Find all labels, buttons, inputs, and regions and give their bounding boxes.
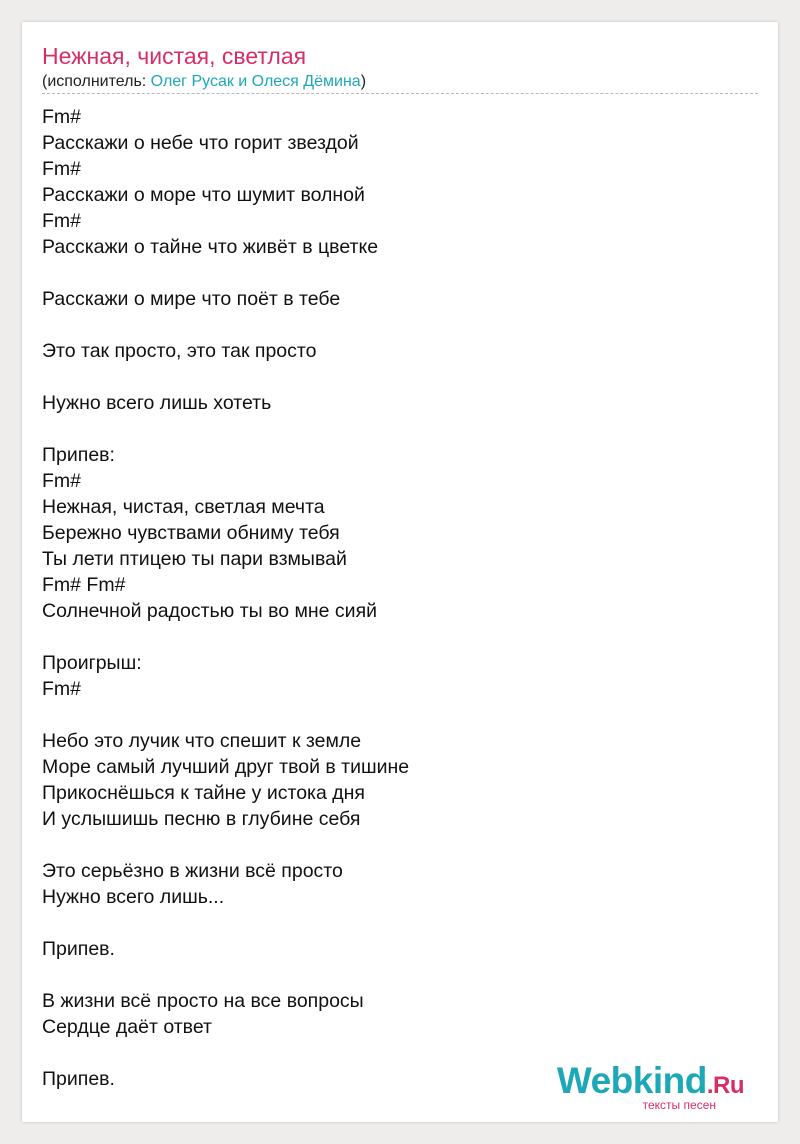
lyrics-line: Нужно всего лишь... bbox=[42, 886, 225, 908]
lyrics-blank-line bbox=[42, 910, 758, 936]
lyrics-line: Расскажи о мире что поёт в тебе bbox=[42, 288, 341, 310]
lyrics-line: Это серьёзно в жизни всё просто bbox=[42, 860, 343, 882]
lyrics-line: Fm# bbox=[42, 158, 81, 180]
site-logo[interactable] bbox=[557, 1062, 744, 1111]
lyrics-line: И услышишь песню в глубине себя bbox=[42, 808, 361, 830]
lyrics-blank-line bbox=[42, 416, 758, 442]
lyrics-line: Проигрыш: bbox=[42, 652, 142, 674]
lyrics-blank-line bbox=[42, 312, 758, 338]
lyrics-line: Fm# bbox=[42, 106, 81, 128]
lyrics-line: Fm# Fm# bbox=[42, 574, 126, 596]
title-divider bbox=[42, 93, 758, 94]
lyrics-line: Расскажи о тайне что живёт в цветке bbox=[42, 236, 379, 258]
lyrics-blank-line bbox=[42, 260, 758, 286]
lyrics-line: В жизни всё просто на все вопросы bbox=[42, 990, 364, 1012]
song-title: Нежная, чистая, светлая bbox=[42, 43, 307, 69]
logo-name: Webkind bbox=[556, 1060, 707, 1101]
lyrics-blank-line bbox=[42, 832, 758, 858]
lyrics-line: Это так просто, это так просто bbox=[42, 340, 317, 362]
lyrics-line: Fm# bbox=[42, 678, 81, 700]
lyrics-line: Расскажи о море что шумит волной bbox=[42, 184, 365, 206]
lyrics-line: Нужно всего лишь хотеть bbox=[42, 392, 272, 414]
lyrics-line: Прикоснёшься к тайне у истока дня bbox=[42, 782, 365, 804]
artist-suffix: ) bbox=[360, 73, 367, 90]
lyrics-line: Сердце даёт ответ bbox=[42, 1016, 212, 1038]
lyrics-line: Fm# bbox=[42, 470, 81, 492]
lyrics-line: Fm# bbox=[42, 210, 81, 232]
lyrics-line: Солнечной радостью ты во мне сияй bbox=[42, 600, 378, 622]
artist-prefix: (исполнитель: bbox=[42, 73, 151, 90]
lyrics-line: Море самый лучший друг твой в тишине bbox=[42, 756, 410, 778]
lyrics-line: Припев. bbox=[42, 938, 115, 960]
lyrics-blank-line bbox=[42, 702, 758, 728]
lyrics-line: Припев. bbox=[42, 1068, 115, 1090]
lyrics-body bbox=[42, 104, 758, 1092]
logo-tagline: тексты песен bbox=[642, 1098, 716, 1112]
lyrics-line: Ты лети птицею ты пари взмывай bbox=[42, 548, 347, 570]
artist-line bbox=[42, 72, 366, 92]
lyrics-line: Расскажи о небе что горит звездой bbox=[42, 132, 359, 154]
logo-tld: .Ru bbox=[706, 1072, 744, 1099]
lyrics-blank-line bbox=[42, 962, 758, 988]
lyrics-line: Небо это лучик что спешит к земле bbox=[42, 730, 362, 752]
lyrics-line: Бережно чувствами обниму тебя bbox=[42, 522, 340, 544]
lyrics-card bbox=[22, 22, 778, 1122]
lyrics-line: Нежная, чистая, светлая мечта bbox=[42, 496, 325, 518]
lyrics-blank-line bbox=[42, 624, 758, 650]
lyrics-line: Припев: bbox=[42, 444, 115, 466]
lyrics-blank-line bbox=[42, 364, 758, 390]
artist-link[interactable]: Олег Русак и Олеся Дёмина bbox=[150, 73, 361, 90]
